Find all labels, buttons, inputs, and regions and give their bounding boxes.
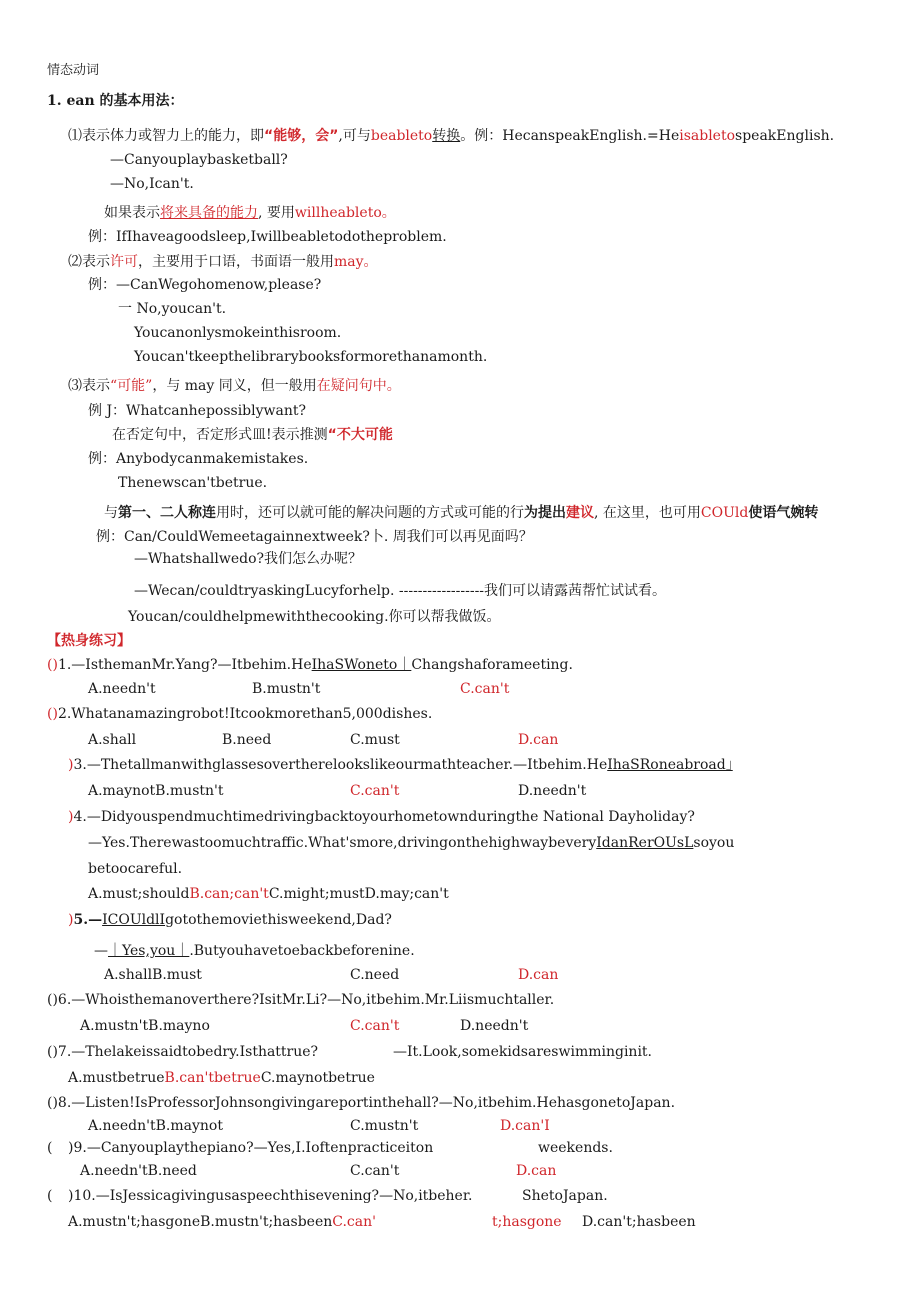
section-heading-text: 1. ean 的基本用法： bbox=[47, 93, 184, 109]
p3-c: ，与 may 同义，但一般用 bbox=[152, 378, 317, 394]
p2-b: 许可 bbox=[110, 254, 138, 270]
q2-option-a: A.shall bbox=[88, 732, 137, 748]
q4-line-2 bbox=[88, 834, 734, 852]
p1-h: speakEnglish. bbox=[735, 128, 835, 144]
p1-note-b: 将来具备的能力 bbox=[160, 205, 258, 221]
p1-d: beableto bbox=[370, 128, 433, 144]
q10-option-c2: t;hasgone bbox=[492, 1214, 562, 1230]
q8-option-d: D.can'I bbox=[500, 1118, 550, 1134]
section-heading bbox=[47, 92, 184, 110]
point-1 bbox=[68, 127, 834, 145]
p2-example-2: 一 No,youcan't. bbox=[118, 301, 227, 317]
q7-option-c: C.maynotbetrue bbox=[260, 1070, 375, 1086]
q4-blank: IdanRerOUsL bbox=[596, 835, 694, 851]
p4-example-1: 例：Can/CouldWemeetagainnextweek?卜. 周我们可以再见面吗？ bbox=[96, 529, 533, 545]
q5-line2a: — bbox=[94, 943, 108, 959]
q10-option-ab: A.mustn't;hasgoneB.mustn't;hasbeen bbox=[68, 1214, 333, 1230]
question-7-reply: —It.Look,somekidsareswimminginit. bbox=[393, 1044, 652, 1060]
q10-option-c1: C.can' bbox=[332, 1214, 376, 1230]
p4-g: COUld bbox=[700, 505, 749, 521]
p3-d: 在疑问句中 bbox=[316, 378, 387, 394]
q3-option-ab: A.maynotB.mustn't bbox=[88, 783, 224, 799]
question-9-end: weekends. bbox=[538, 1140, 613, 1156]
q3-mark: ) bbox=[68, 757, 74, 773]
point-3 bbox=[68, 377, 401, 395]
q5-mark: ) bbox=[68, 912, 74, 928]
q4-line2b: soyou bbox=[693, 835, 735, 851]
q6-option-c: C.can't bbox=[350, 1018, 400, 1034]
point-4 bbox=[104, 504, 818, 522]
q2-option-d: D.can bbox=[518, 732, 559, 748]
p2-example-1: 例：—CanWegohomenow,please? bbox=[88, 277, 322, 293]
p1-b: “能够，会” bbox=[264, 128, 339, 144]
question-8: ()8.—Listen!IsProfessorJohnsongivingareportinthehall?—No,itbehim.HehasgonetoJapan. bbox=[47, 1095, 676, 1111]
q5-blank: ICOUldlI bbox=[102, 912, 166, 928]
question-6: ()6.—Whoisthemanoverthere?IsitMr.Li?—No,itbehim.Mr.Liismuchtaller. bbox=[47, 992, 555, 1008]
q5-option-c: C.need bbox=[350, 967, 400, 983]
p3-note-b: “不大可能 bbox=[327, 427, 393, 443]
q5-line-2 bbox=[94, 942, 415, 960]
q2-option-b: B.need bbox=[222, 732, 272, 748]
q9-option-ab: A.needn'tB.need bbox=[80, 1163, 197, 1179]
q4-line-3: betoocareful. bbox=[88, 861, 183, 877]
q1-mark: () bbox=[47, 657, 58, 673]
q4-option-a: A.must;should bbox=[88, 886, 190, 902]
p1-g: isableto bbox=[679, 128, 736, 144]
p4-h: 使语气婉转 bbox=[748, 505, 819, 521]
q5-option-ab: A.shallB.must bbox=[104, 967, 202, 983]
q3-blank: IhaSRoneabroad｣ bbox=[607, 757, 733, 773]
q8-option-c: C.mustn't bbox=[350, 1118, 419, 1134]
p1-note-a: 如果表示 bbox=[104, 205, 160, 221]
q4-options bbox=[88, 885, 449, 903]
p4-c: 用时，还可以就可能的解决问题的方式或可能的行 bbox=[216, 505, 524, 521]
p2-a: ⑵表示 bbox=[68, 254, 110, 270]
q9-option-d: D.can bbox=[516, 1163, 557, 1179]
q7-option-a: A.mustbetrue bbox=[68, 1070, 165, 1086]
q6-option-ab: A.mustn'tB.mayno bbox=[80, 1018, 210, 1034]
q4-option-b: B.can;can't bbox=[189, 886, 269, 902]
question-10-end: ShetoJapan. bbox=[522, 1188, 608, 1204]
p3-example-1: 例 J：Whatcanhepossiblywant? bbox=[88, 403, 307, 419]
q10-mark: ( bbox=[47, 1188, 53, 1204]
p3-e: 。 bbox=[386, 378, 401, 394]
practice-header: 【热身练习】 bbox=[47, 633, 131, 649]
p1-example-1: —Canyouplaybasketball? bbox=[110, 152, 288, 168]
p2-d: may bbox=[334, 254, 364, 270]
p3-b: “可能” bbox=[110, 378, 153, 394]
question-1 bbox=[47, 656, 573, 674]
question-7: ()7.—Thelakeissaidtobedry.Isthattrue? bbox=[47, 1044, 319, 1060]
q5-text1: 5.— bbox=[73, 912, 103, 928]
p1-note bbox=[104, 204, 396, 222]
p1-c: ,可与 bbox=[338, 128, 371, 144]
p2-example-4: Youcan'tkeepthelibrarybooksformorethanamonth. bbox=[134, 349, 488, 365]
p2-example-3: Youcanonlysmokeinthisroom. bbox=[134, 325, 342, 341]
q1-text: 1.—IsthemanMr.Yang?—Itbehim.He bbox=[57, 657, 312, 673]
p2-c: ，主要用于口语，书面语一般用 bbox=[138, 254, 334, 270]
q7-option-b: B.can'tbetrue bbox=[164, 1070, 261, 1086]
q7-options bbox=[68, 1069, 375, 1087]
question-3 bbox=[68, 756, 733, 774]
q9-option-c: C.can't bbox=[350, 1163, 400, 1179]
p2-e: 。 bbox=[363, 254, 378, 270]
p1-example-3: 例：IfIhaveagoodsleep,Iwillbeabletodotheproblem. bbox=[88, 229, 447, 245]
p1-example-2: —No,Ican't. bbox=[110, 176, 194, 192]
q1-option-c: C.can't bbox=[460, 681, 510, 697]
p3-note-a: 在否定句中，否定形式皿!表示推测 bbox=[112, 427, 328, 443]
q2-text: 2.Whatanamazingrobot!Itcookmorethan5,000dishes. bbox=[57, 706, 433, 722]
q2-mark: () bbox=[47, 706, 58, 722]
p4-e: 建议 bbox=[566, 505, 594, 521]
q3-option-c: C.can't bbox=[350, 783, 400, 799]
question-2 bbox=[47, 705, 432, 723]
p3-note bbox=[112, 426, 393, 444]
q9-mark: ( bbox=[47, 1140, 53, 1156]
p4-example-3: —Wecan/couldtryaskingLucyforhelp. ------------------我们可以请露茜帮忙试试看。 bbox=[134, 583, 667, 599]
q5-text2: gotothemoviethisweekend,Dad? bbox=[165, 912, 392, 928]
p3-a: ⑶表示 bbox=[68, 378, 110, 394]
p4-d: 为提出 bbox=[524, 505, 566, 521]
q8-option-ab: A.needn'tB.maynot bbox=[88, 1118, 223, 1134]
p3-example-3: Thenewscan'tbetrue. bbox=[118, 475, 268, 491]
question-5 bbox=[68, 911, 392, 929]
question-9: )9.—Canyouplaythepiano?—Yes,I.Ioftenpracticeiton bbox=[68, 1140, 434, 1156]
p1-note-d: willheableto bbox=[294, 205, 382, 221]
point-2 bbox=[68, 253, 378, 271]
p4-example-4: Youcan/couldhelpmewiththecooking.你可以帮我做饭。 bbox=[128, 609, 501, 625]
page-title: 情态动词 bbox=[47, 63, 100, 78]
p1-a: ⑴表示体力或智力上的能力，即 bbox=[68, 128, 264, 144]
q1-option-b: B.mustn't bbox=[252, 681, 321, 697]
q5-option-d: D.can bbox=[518, 967, 559, 983]
q4-line2a: —Yes.Therewastoomuchtraffic.What'smore,drivingonthehighwaybevery bbox=[88, 835, 597, 851]
q3-option-d: D.needn't bbox=[518, 783, 587, 799]
p1-note-e: 。 bbox=[381, 205, 396, 221]
p4-a: 与 bbox=[104, 505, 118, 521]
q1-end: Changshaforameeting. bbox=[411, 657, 573, 673]
q5-blank2: ｜Yes,you｜ bbox=[108, 943, 190, 959]
p4-f: , 在这里，也可用 bbox=[594, 505, 701, 521]
q4-mark: ) bbox=[68, 809, 74, 825]
p3-example-2: 例：Anybodycanmakemistakes. bbox=[88, 451, 309, 467]
q2-option-c: C.must bbox=[350, 732, 400, 748]
q10-option-d: D.can't;hasbeen bbox=[582, 1214, 696, 1230]
q4-option-cd: C.might;mustD.may;can't bbox=[268, 886, 449, 902]
q1-option-a: A.needn't bbox=[88, 681, 156, 697]
p1-f: 。例：HecanspeakEnglish.=He bbox=[460, 128, 680, 144]
question-4 bbox=[68, 808, 695, 826]
q1-blank: IhaSWoneto｜ bbox=[311, 657, 412, 673]
p4-example-2: —Whatshallwedo?我们怎么办呢？ bbox=[134, 551, 363, 567]
p4-b: 第一、二人称连 bbox=[118, 505, 216, 521]
q4-text: 4.—Didyouspendmuchtimedrivingbacktoyourhometownduringthe National Dayholiday? bbox=[73, 809, 695, 825]
q3-text: 3.—Thetallmanwithglassesovertherelookslikeourmathteacher.—Itbehim.He bbox=[73, 757, 608, 773]
q6-option-d: D.needn't bbox=[460, 1018, 529, 1034]
q5-line2b: .Butyouhavetoebackbeforenine. bbox=[189, 943, 415, 959]
p1-note-c: , 要用 bbox=[258, 205, 295, 221]
q10-options bbox=[68, 1213, 376, 1231]
question-10: )10.—IsJessicagivingusaspeechthisevening?—No,itbeher. bbox=[68, 1188, 473, 1204]
p1-e: 转换 bbox=[432, 128, 461, 144]
